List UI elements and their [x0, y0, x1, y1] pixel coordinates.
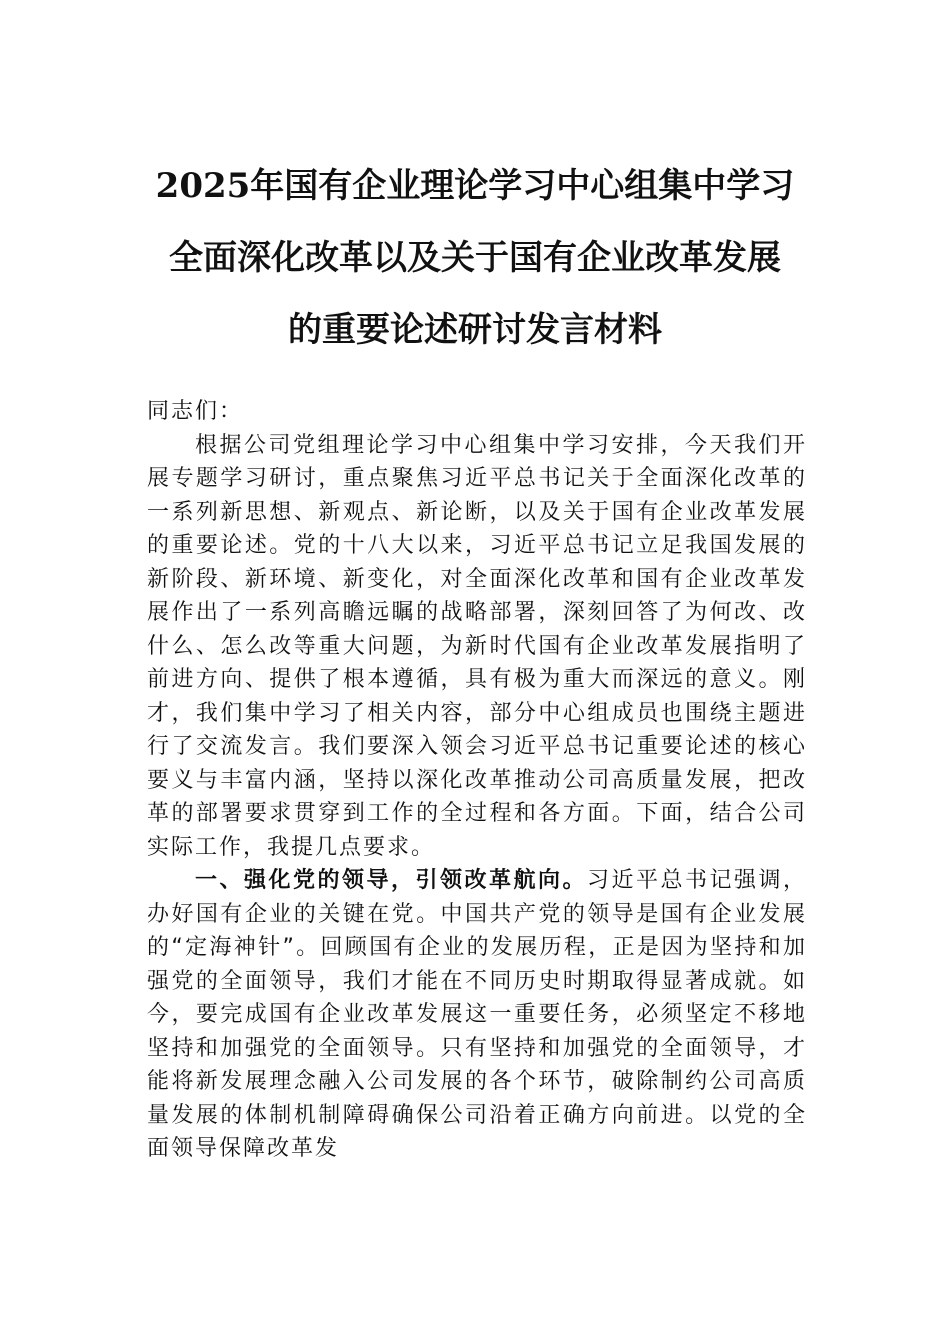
title-line-3: 的重要论述研讨发言材料 [288, 310, 662, 350]
title-line-2: 全面深化改革以及关于国有企业改革发展 [169, 238, 781, 278]
salutation: 同志们： [147, 399, 244, 424]
paragraph-section-1 [147, 864, 807, 1166]
paragraph-intro: 根据公司党组理论学习中心组集中学习安排，今天我们开展专题学习研讨，重点聚焦习近平总书记关于全面深化改革的一系列新思想、新观点、新论断，以及关于国有企业改革发展的重要论述。党的十八大以来，习近平总书记立足我国发展的新阶段、新环境、新变化，对全面深化改革和国有企业改革发展作出了一系列高瞻远瞩的战略部署，深刻回答了为何改、改什么、怎么改等重大问题，为新时代国有企业改革发展指明了前进方向、提供了根本遵循，具有极为重大而深远的意义。刚才，我们集中学习了相关内容，部分中心组成员也围绕主题进行了交流发言。我们要深入领会习近平总书记重要论述的核心要义与丰富内涵，坚持以深化改革推动公司高质量发展，把改革的部署要求贯穿到工作的全过程和各方面。下面，结合公司实际工作，我提几点要求。 [147, 432, 807, 860]
title-line-1: 2025年国有企业理论学习中心组集中学习 [155, 166, 795, 206]
section-1-text: 习近平总书记强调，办好国有企业的关键在党。中国共产党的领导是国有企业发展的“定海神针”。回顾国有企业的发展历程，正是因为坚持和加强党的全面领导，我们才能在不同历史时期取得显著成就。如今，要完成国有企业改革发展这一重要任务，必须坚定不移地坚持和加强党的全面领导。只有坚持和加强党的全面领导，才能将新发展理念融入公司发展的各个环节，破除制约公司高质量发展的体制机制障碍确保公司沿着正确方向前进。以党的全面领导保障改革发 [147, 868, 807, 1161]
document-body [147, 395, 807, 1166]
document-title [0, 150, 950, 366]
section-1-heading: 一、强化党的领导，引领改革航向。 [195, 868, 587, 893]
